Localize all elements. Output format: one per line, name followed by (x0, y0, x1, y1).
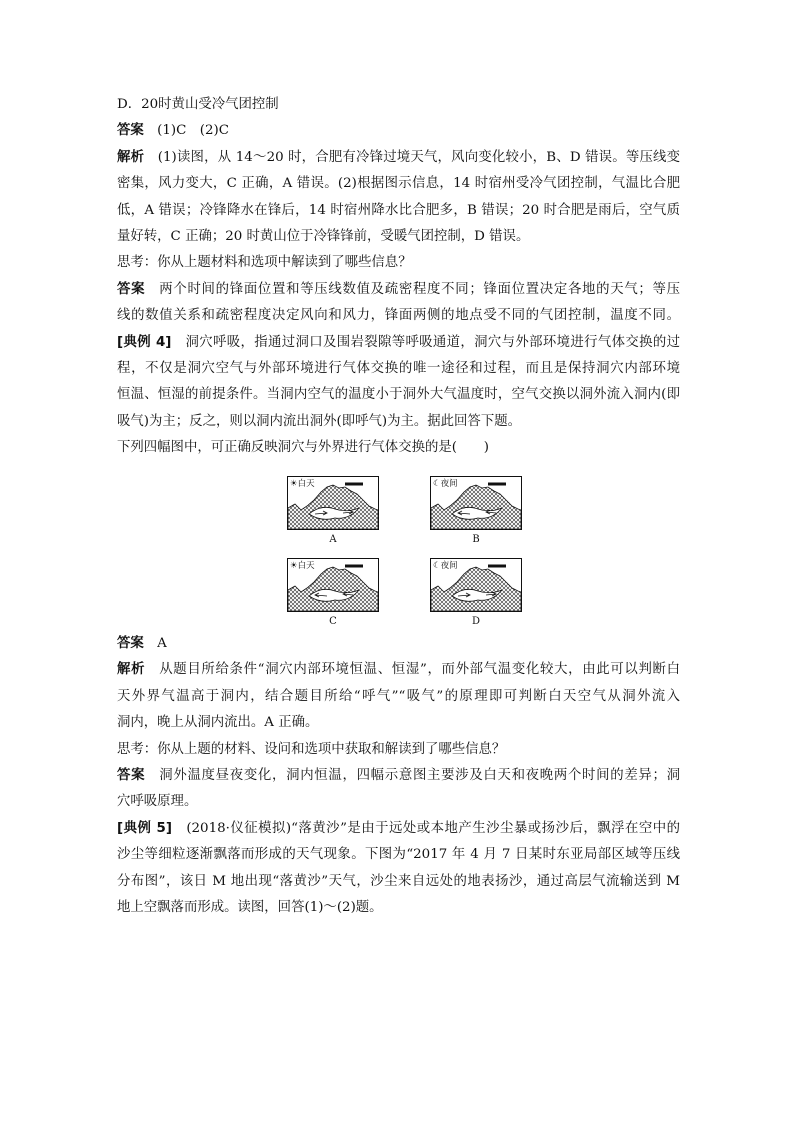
figure-d-caption: D (471, 616, 481, 627)
example-4-line-4: 吸气)为主；反之，则以洞内流出洞外(即呼气)为主。据此回答下题。 (117, 413, 521, 429)
answer-line: 答案 (1)C (2)C (117, 123, 229, 139)
figure-b-caption: B (472, 534, 480, 545)
section-keyword: 答案 (117, 281, 146, 297)
think-answer-line-1: 答案 两个时间的锋面位置和等压线数值及疏密程度不同；锋面位置决定各地的天气；等压 (117, 281, 680, 297)
example-5-line-4: 地上空飘落而形成。读图，回答(1)～(2)题。 (117, 899, 383, 915)
option-d: D．20时黄山受冷气团控制 (117, 97, 279, 112)
figure-d (430, 558, 522, 627)
text-block-bottom (117, 631, 680, 921)
think-question-2: 思考：你从上题的材料、设问和选项中获取和解读到了哪些信息？ (117, 741, 506, 757)
example-4-line-2: 程，不仅是洞穴空气与外部环境进行气体交换的唯一途径和过程，而且是保持洞穴内部环境 (117, 360, 680, 376)
figure-c-caption: C (329, 616, 337, 627)
analysis2-line-2: 天外界气温高于洞内，结合题目所给“呼气”“吸气”的原理即可判断白天空气从洞外流入 (117, 688, 680, 704)
figure-b-label: ☾夜间 (433, 479, 458, 489)
think-answer2-line-2: 穴呼吸原理。 (117, 794, 198, 810)
figure-a (287, 476, 379, 545)
analysis2-line-3: 洞内，晚上从洞内流出。A 正确。 (117, 715, 319, 731)
figure-b (430, 476, 522, 545)
analysis2-line-1: 解析 从题目所给条件“洞穴内部环境恒温、恒湿”，而外部气温变化较大，由此可以判断白 (117, 662, 680, 678)
section-keyword: 答案 (117, 123, 144, 139)
example-5-line-1: [典例 5] (2018·仪征模拟)“落黄沙”是由于远处或本地产生沙尘暴或扬沙后，飘浮在空中的 (117, 820, 680, 836)
cave-diagram-b (430, 476, 522, 530)
section-keyword: 答案 (117, 767, 146, 783)
think-question-1: 思考：你从上题材料和选项中解读到了哪些信息？ (117, 255, 412, 271)
example-5-line-3: 分布图”，该日 M 地出现“落黄沙”天气，沙尘来自远处的地表扬沙，通过高层气流输送到 M (117, 873, 680, 889)
section-keyword: [典例 5] (117, 820, 172, 836)
section-keyword: 解析 (117, 149, 145, 165)
section-keyword: [典例 4] (117, 334, 172, 350)
cave-figures (0, 476, 794, 626)
analysis-line-1: 解析 (1)读图，从 14～20 时，合肥有冷锋过境天气，风向变化较小，B、D 错误。等压线变 (117, 149, 680, 165)
cave-diagram-c (287, 558, 379, 612)
question-line: 下列四幅图中，可正确反映洞穴与外界进行气体交换的是( ) (117, 440, 489, 456)
answer-line-2: 答案 A (117, 636, 167, 651)
cave-diagram-a (287, 476, 379, 530)
figure-c (287, 558, 379, 627)
section-keyword: 答案 (117, 636, 144, 651)
figure-d-label: ☾夜间 (433, 561, 458, 571)
figure-c-label: ☀白天 (290, 561, 315, 571)
example-4-line-1: [典例 4] 洞穴呼吸，指通过洞口及围岩裂隙等呼吸通道，洞穴与外部环境进行气体交换的过 (117, 334, 680, 350)
think-answer2-line-1: 答案 洞外温度昼夜变化，洞内恒温，四幅示意图主要涉及白天和夜晚两个时间的差异；洞 (117, 767, 680, 783)
section-keyword: 解析 (117, 662, 146, 678)
example-4-line-3: 恒温、恒湿的前提条件。当洞内空气的温度小于洞外大气温度时，空气交换以洞外流入洞内(即 (117, 387, 680, 403)
example-5-line-2: 沙尘等细粒逐渐飘落而形成的天气现象。下图为“2017 年 4 月 7 日某时东亚局部区域等压线 (117, 847, 680, 863)
think-answer-line-2: 线的数值关系和疏密程度决定风向和风力，锋面两侧的地点受不同的气团控制，温度不同。 (117, 308, 680, 324)
figure-a-label: ☀白天 (290, 479, 315, 489)
cave-diagram-d (430, 558, 522, 612)
analysis-line-2: 密集，风力变大，C 正确，A 错误。(2)根据图示信息，14 时宿州受冷气团控制，气温比合肥 (117, 176, 680, 192)
text-block-top (117, 92, 680, 461)
analysis-line-3: 低，A 错误；冷锋降水在锋后，14 时宿州降水比合肥多，B 错误；20 时合肥是雨后，空气质 (117, 202, 680, 218)
analysis-line-4: 量好转，C 正确；20 时黄山位于冷锋锋前，受暖气团控制，D 错误。 (117, 228, 530, 244)
figure-a-caption: A (329, 534, 337, 545)
